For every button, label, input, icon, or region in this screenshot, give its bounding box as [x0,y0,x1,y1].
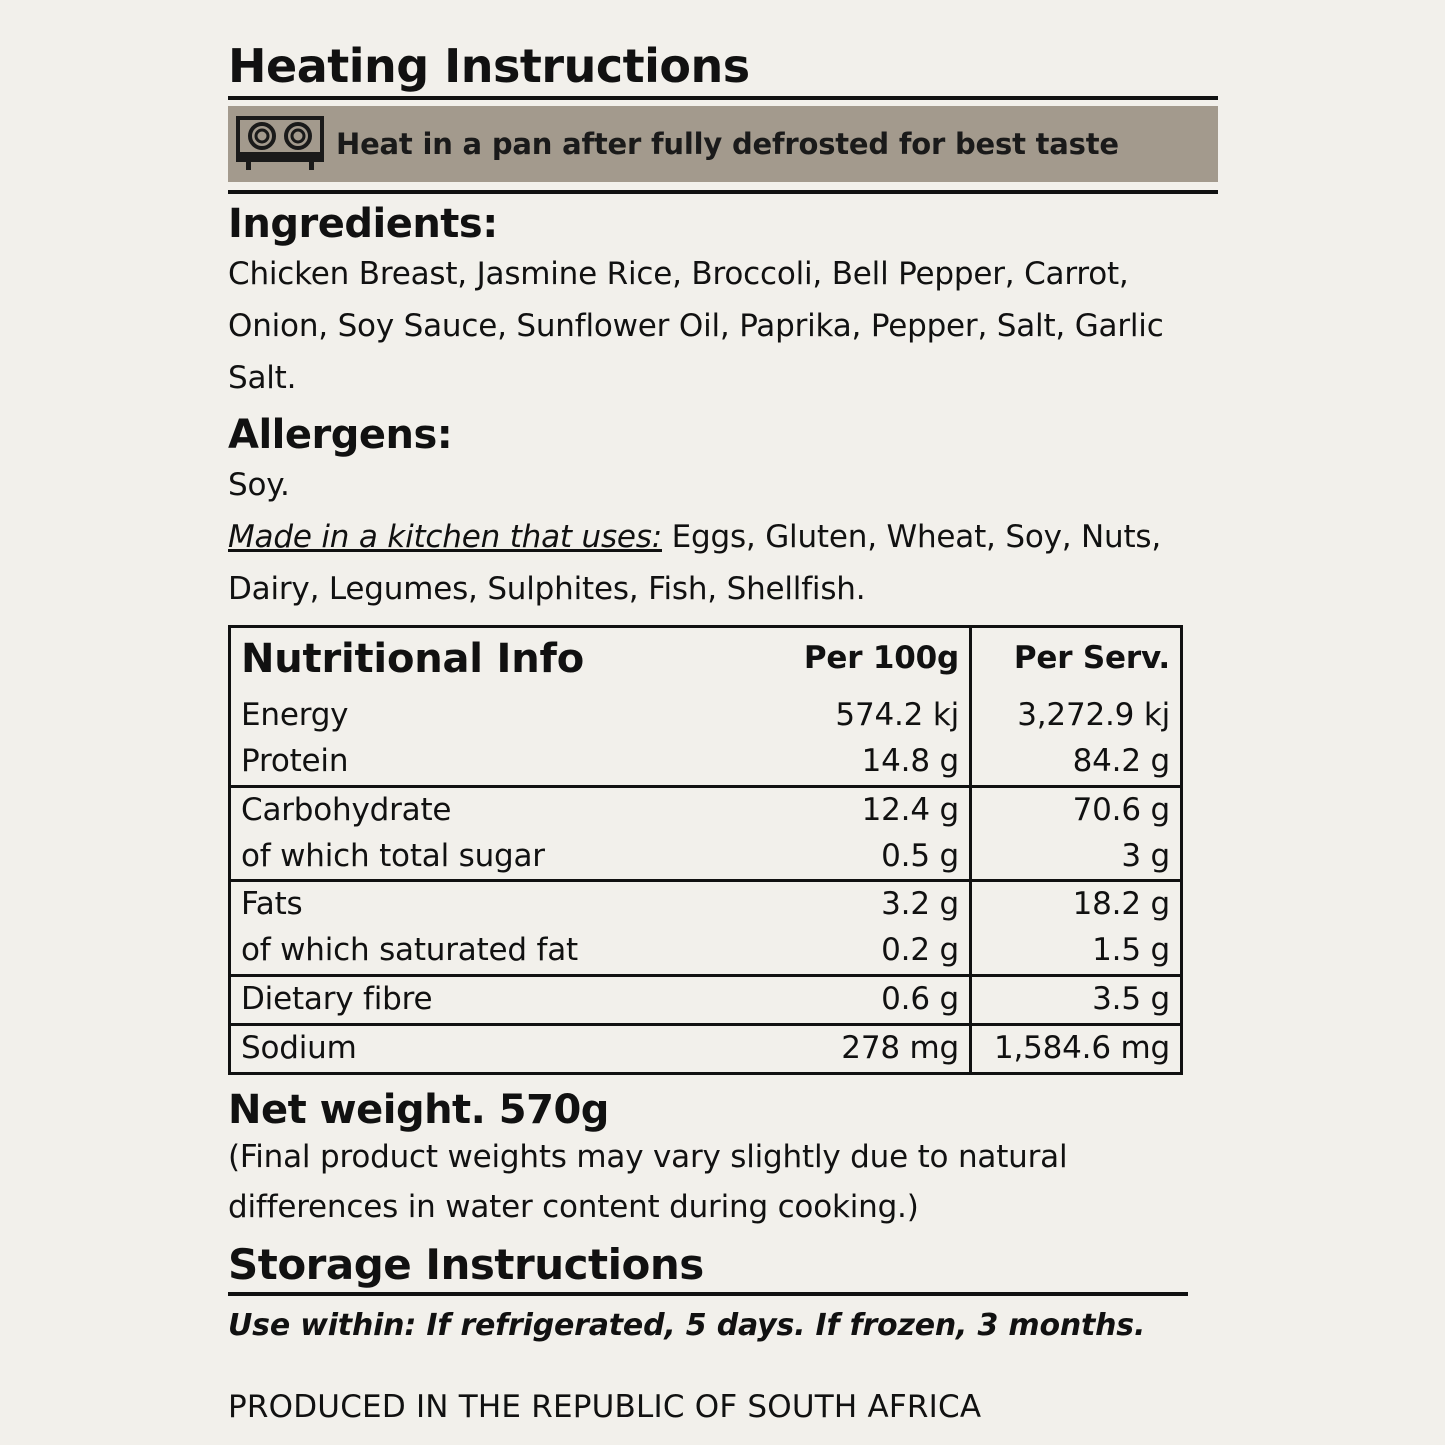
nutrition-row-per-serv: 3.5 g [971,976,1182,1025]
nutrition-row-per-100g: 3.2 g [734,881,971,928]
nutrition-row [230,976,1182,1025]
nutrition-row-label: Sodium [230,1025,735,1074]
allergens-heading: Allergens: [228,411,453,458]
nutrition-row-per-100g: 14.8 g [861,742,959,779]
nutrition-row-per-100g: 278 mg [734,1025,971,1074]
net-weight-note: (Final product weights may vary slightly due to natural differences in water content during cooking.) [228,1138,1068,1225]
allergens-kitchen-list: Eggs, Gluten, Wheat, Soy, Nuts, Dairy, Legumes, Sulphites, Fish, Shellfish. [228,518,1162,607]
produced-in-text: PRODUCED IN THE REPUBLIC OF SOUTH AFRICA [228,1389,982,1426]
nutrition-title: Nutritional Info [241,635,584,682]
heating-divider-top [228,96,1218,100]
nutrition-row-per-serv: 3,272.9 kj [971,693,1182,739]
nutrition-row-per-100g: 0.5 g [881,837,959,874]
storage-divider [228,1292,1188,1296]
nutrition-row-label: Fats [230,881,735,928]
nutrition-row-per-100g: 0.2 g [881,932,959,969]
nutrition-row-label: Carbohydrate [230,786,735,833]
nutrition-row-per-100g: 574.2 kj [835,696,959,733]
storage-instructions-heading: Storage Instructions [228,1240,704,1290]
heating-instruction-bar [228,106,1218,182]
nutrition-row [230,928,1182,975]
heating-instruction-text: Heat in a pan after fully defrosted for best taste [336,127,1119,162]
heating-divider-bottom [228,190,1218,194]
nutrition-row-per-serv: 18.2 g [971,881,1182,928]
nutrition-row-per-serv: 1.5 g [971,928,1182,975]
net-weight: Net weight. 570g [228,1086,609,1133]
nutrition-table [228,625,1183,1075]
nutrition-row-label: Energy [241,696,349,733]
allergens-kitchen-line [228,511,1188,615]
ingredients-heading: Ingredients: [228,201,498,248]
nutrition-row-label: of which total sugar [241,837,545,874]
nutrition-row-label: Dietary fibre [230,976,735,1025]
nutrition-row [230,881,1182,928]
nutrition-row [230,834,1182,881]
nutrition-header-row [230,626,1182,693]
nutrition-row-per-serv: 70.6 g [971,786,1182,833]
nutrition-row-label: Protein [241,742,349,779]
nutrition-row [230,739,1182,786]
nutrition-row [230,693,1182,739]
storage-instructions-text: Use within: If refrigerated, 5 days. If frozen, 3 months. [228,1308,1146,1344]
nutrition-row-label: of which saturated fat [241,932,579,969]
heating-instructions-title: Heating Instructions [228,39,750,93]
allergens-kitchen-lead: Made in a kitchen that uses: [228,518,662,555]
nutrition-body [230,693,1182,1074]
stove-icon [236,116,324,172]
allergens-text: Soy. [228,466,290,503]
nutrition-col-per-serv: Per Serv. [971,626,1182,693]
nutrition-row-per-100g: 12.4 g [734,786,971,833]
nutrition-row [230,786,1182,833]
nutrition-row-per-serv: 3 g [971,834,1182,881]
nutrition-row-per-serv: 84.2 g [971,739,1182,786]
nutrition-row [230,1025,1182,1074]
nutrition-col-per-100g: Per 100g [803,640,959,677]
nutrition-row-per-serv: 1,584.6 mg [971,1025,1182,1074]
ingredients-text: Chicken Breast, Jasmine Rice, Broccoli, Bell Pepper, Carrot, Onion, Soy Sauce, Sunflower Oil, Paprika, Pepper, Salt, Garlic Salt. [228,256,1164,397]
nutrition-row-per-100g: 0.6 g [734,976,971,1025]
